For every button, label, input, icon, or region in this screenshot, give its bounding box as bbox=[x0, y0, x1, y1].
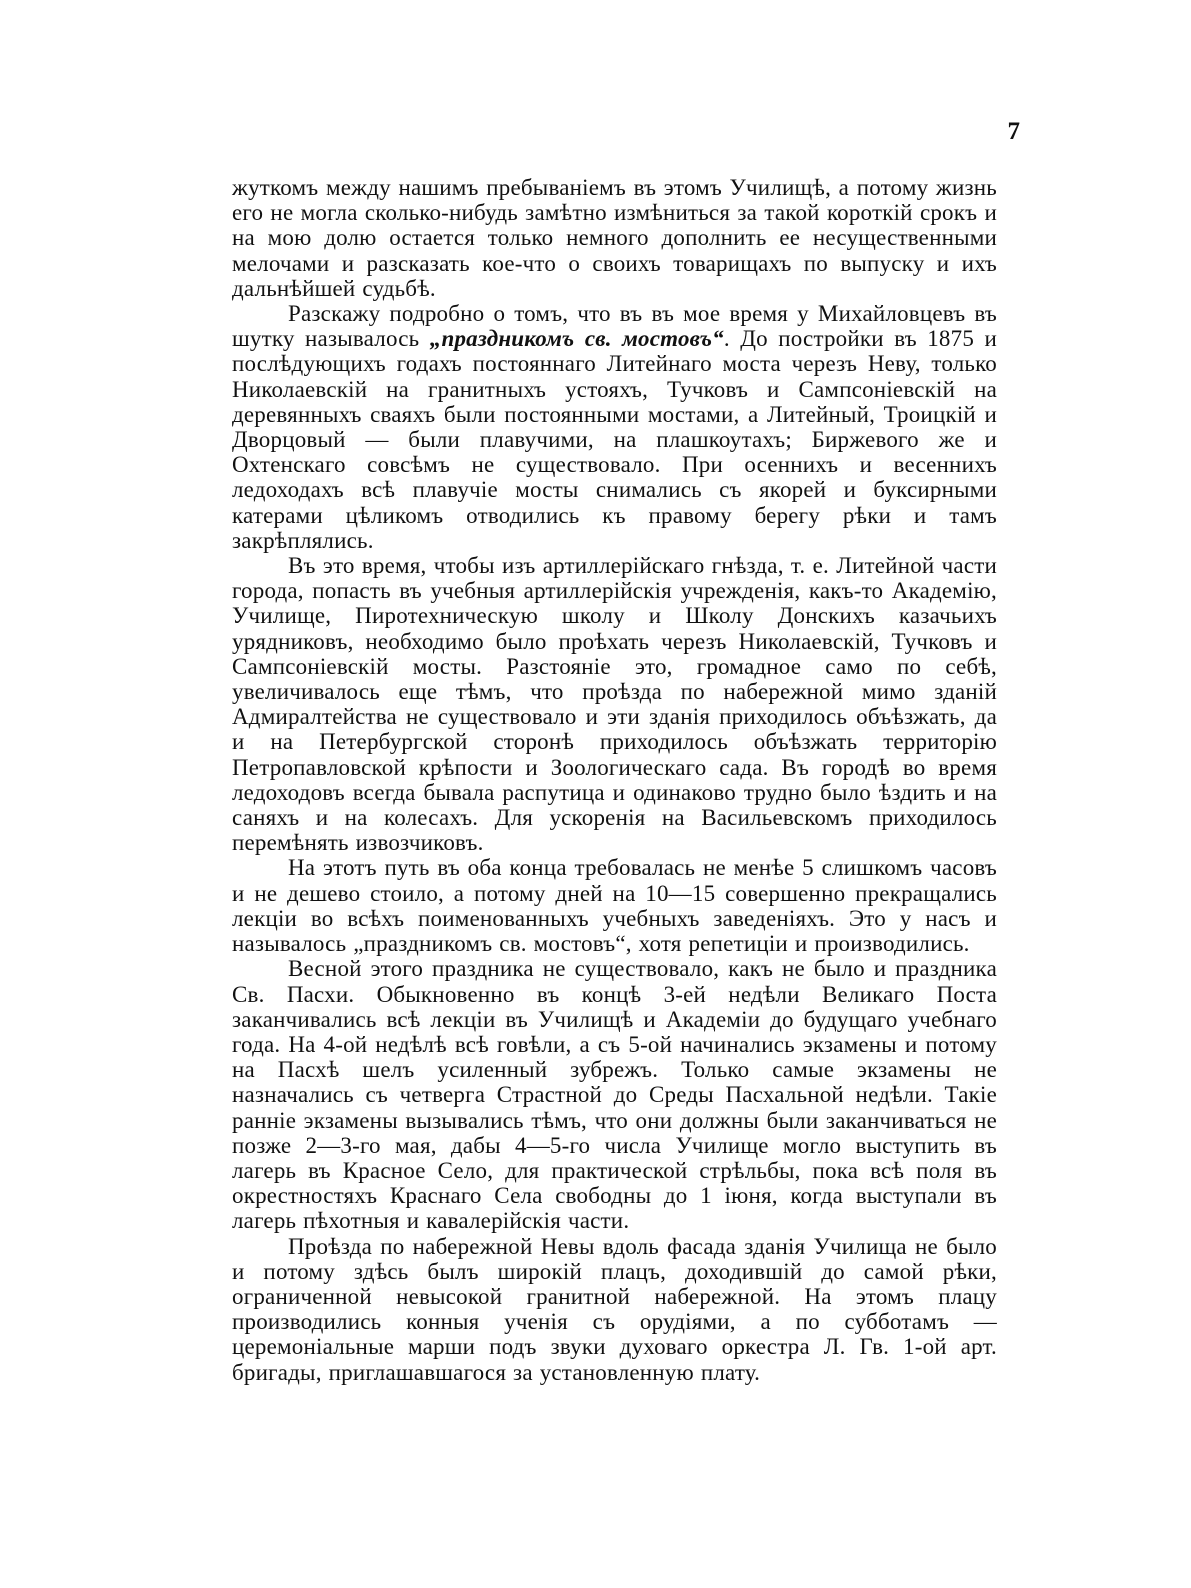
paragraph-4: На этотъ путь въ оба конца требовалась не менѣе 5 слишкомъ часовъ и не дешево стоило, а потому дней на 10—15 совершенно прекращались лекціи во всѣхъ поименованныхъ учебныхъ заведеніяхъ. Это у насъ и называлось „праздникомъ св. мостовъ“, хотя репетиціи и производились. bbox=[232, 855, 997, 957]
paragraph-2-emphasis: „праздникомъ св. мостовъ“ bbox=[429, 326, 724, 352]
body-text bbox=[232, 175, 997, 1385]
paragraph-6: Проѣзда по набережной Невы вдоль фасада зданія Училища не было и потому здѣсь былъ широкій плацъ, доходившій до самой рѣки, ограниченной невысокой гранитной набережной. На этомъ плацу производились конныя ученія съ орудіями, а по субботамъ — церемоніальные марши подъ звуки духоваго оркестра Л. Гв. 1-ой арт. бригады, приглашавшагося за установленную плату. bbox=[232, 1233, 997, 1385]
paragraph-2-text-before: Разскажу подробно о томъ, что въ въ мое время у Михайловцевъ въ шутку называлось bbox=[232, 301, 997, 352]
paragraph-2 bbox=[232, 301, 997, 553]
paragraph-2-text-after: . До постройки въ 1875 и послѣдующихъ годахъ постояннаго Литейнаго моста черезъ Неву, только Николаевскій на гранитныхъ устояхъ, Тучковъ и Сампсоніевскій на деревянныхъ сваяхъ были постоянными мостами, а Литейный, Троицкій и Дворцовый — были плавучими, на плашкоутахъ; Биржевого же и Охтенскаго совсѣмъ не существовало. При осеннихъ и весеннихъ ледоходахъ всѣ плавучіе мосты снимались съ якорей и буксирными катерами цѣликомъ отводились къ правому берегу рѣки и тамъ закрѣплялись. bbox=[232, 326, 997, 553]
paragraph-3: Въ это время, чтобы изъ артиллерійскаго гнѣзда, т. е. Литейной части города, попасть въ учебныя артиллерійскія учрежденія, какъ-то Академію, Училище, Пиротехническую школу и Школу Донскихъ казачьихъ урядниковъ, необходимо было проѣхать черезъ Николаевскій, Тучковъ и Сампсоніевскій мосты. Разстояніе это, громадное само по себѣ, увеличивалось еще тѣмъ, что проѣзда по набережной мимо зданій Адмиралтейства не существовало и эти зданія приходилось объѣзжать, да и на Петербургской сторонѣ приходилось объѣзжать территорію Петропавловской крѣпости и Зоологическаго сада. Въ городѣ во время ледоходовъ всегда бывала распутица и одинаково трудно было ѣздить и на саняхъ и на колесахъ. Для ускоренія на Васильевскомъ приходилось перемѣнять извозчиковъ. bbox=[232, 553, 997, 856]
page-number: 7 bbox=[1007, 118, 1020, 145]
paragraph-1: жуткомъ между нашимъ пребываніемъ въ этомъ Училищѣ, а потому жизнь его не могла сколько-нибудь замѣтно измѣниться за такой короткій срокъ и на мою долю остается только немного дополнить ее несущественными мелочами и разсказать кое-что о своихъ товарищахъ по выпуску и ихъ дальнѣйшей судьбѣ. bbox=[232, 175, 997, 301]
paragraph-5: Весной этого праздника не существовало, какъ не было и праздника Св. Пасхи. Обыкновенно въ концѣ 3-ей недѣли Великаго Поста заканчивались всѣ лекціи въ Училищѣ и Академіи до будущаго учебнаго года. На 4-ой недѣлѣ всѣ говѣли, а съ 5-ой начинались экзамены и потому на Пасхѣ шелъ усиленный зубрежъ. Только самые экзамены не назначались съ четверга Страстной до Среды Пасхальной недѣли. Такіе ранніе экзамены вызывались тѣмъ, что они должны были заканчиваться не позже 2—3-го мая, дабы 4—5-го числа Училище могло выступить въ лагерь въ Красное Село, для практической стрѣльбы, пока всѣ поля въ окрестностяхъ Краснаго Села свободны до 1 іюня, когда выступали въ лагерь пѣхотныя и кавалерійскія части. bbox=[232, 956, 997, 1234]
